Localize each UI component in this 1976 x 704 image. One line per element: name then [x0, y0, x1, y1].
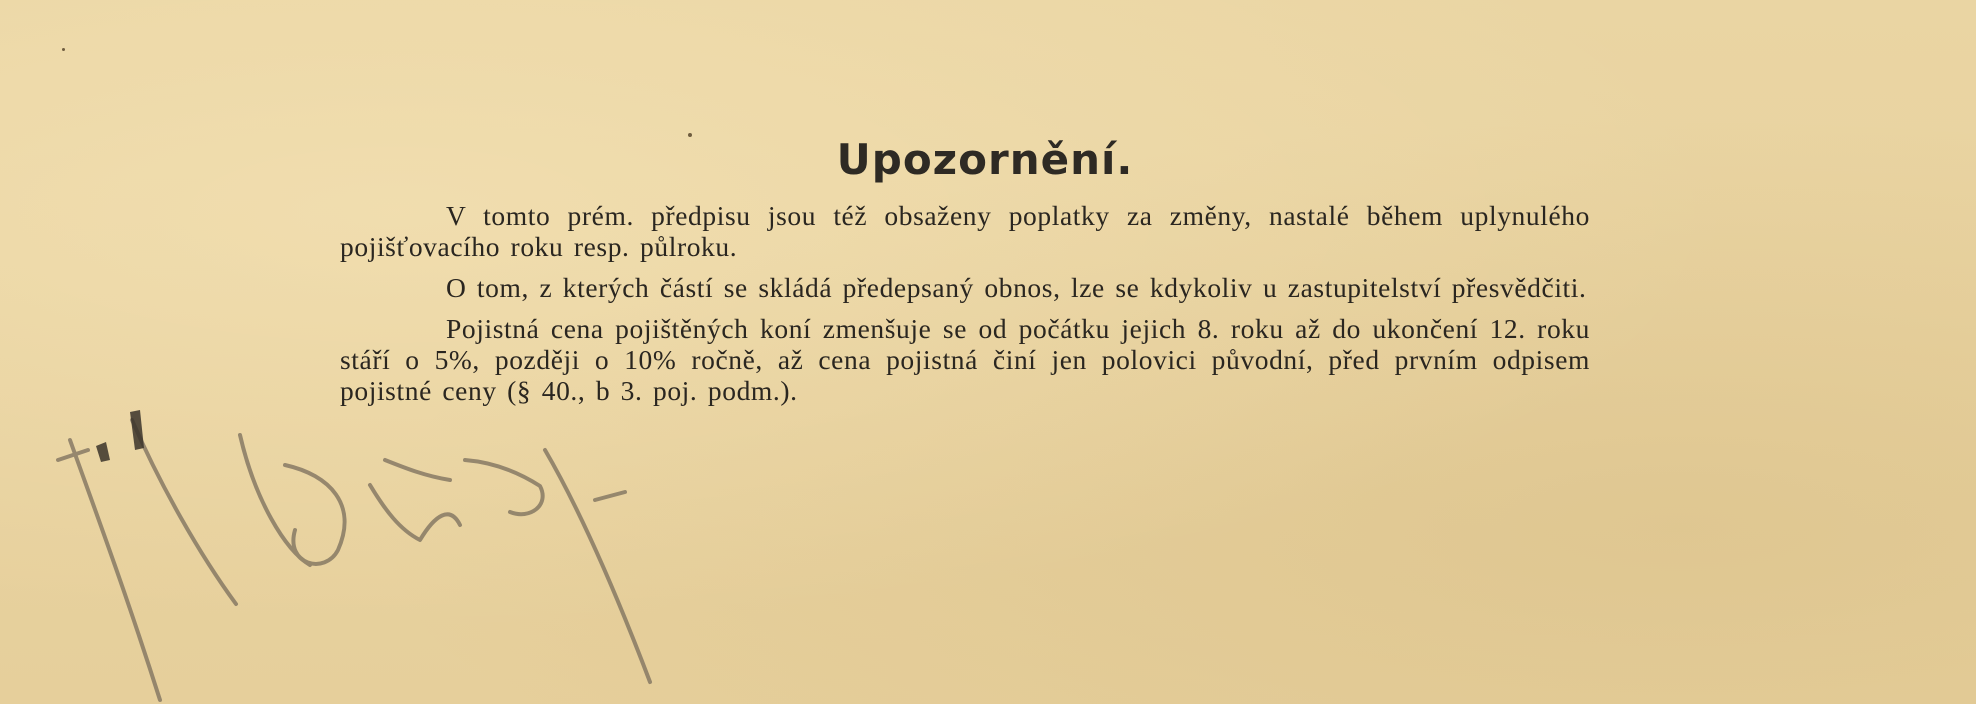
paper-speck: [62, 48, 65, 51]
pencil-signature: [40, 390, 680, 704]
notice-paragraph-fees: V tomto prém. předpisu jsou též obsaženy poplatky za změny, nastalé během uplynulého pojišťovacího roku resp. půlroku.: [340, 200, 1590, 262]
notice-paragraph-horses: Pojistná cena pojištěných koní zmenšuje se od počátku jejich 8. roku až do ukončení 12. roku stáří o 5%, později o 10% ročně, až cena pojistná činí jen polovici původní, před prvním odpisem pojistné ceny (§ 40., b 3. poj. podm.).: [340, 313, 1590, 406]
notice-title: Upozornění.: [836, 135, 1134, 184]
notice-paragraph-amount: O tom, z kterých částí se skládá předepsaný obnos, lze se kdykoliv u zastupitelství přesvědčiti.: [446, 272, 1587, 303]
notice-block: [340, 135, 1590, 416]
